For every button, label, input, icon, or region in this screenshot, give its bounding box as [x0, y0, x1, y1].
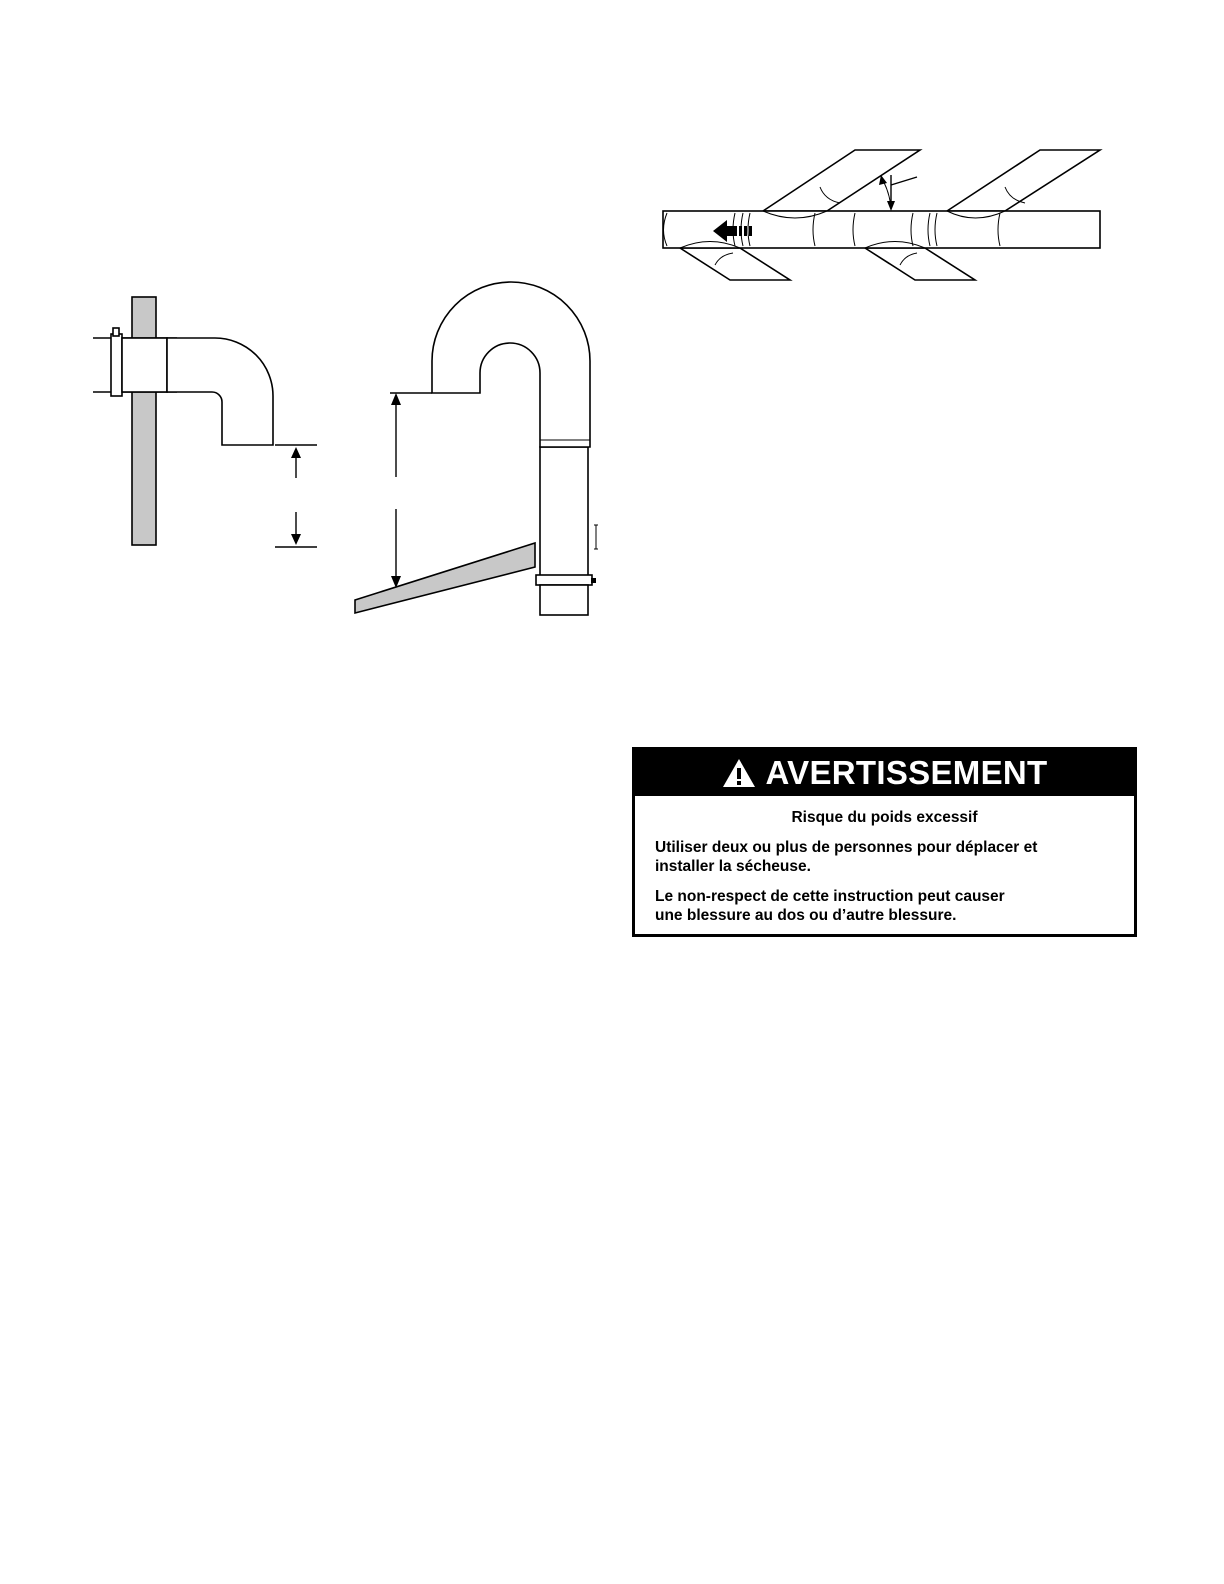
warning-paragraph-1 — [655, 838, 1115, 876]
warning-line: Le non-respect de cette instruction peut causer — [655, 888, 1005, 905]
gooseneck-bend — [432, 282, 590, 447]
clamp-collar — [536, 575, 592, 585]
roof-gooseneck-vent-diagram — [350, 295, 610, 615]
clamp-collar — [111, 334, 122, 396]
elbow — [167, 338, 273, 445]
warning-paragraph-2 — [655, 887, 1115, 925]
roof — [355, 543, 535, 613]
warning-box — [632, 747, 1137, 937]
duct-branch-junction-diagram — [655, 145, 1115, 290]
warning-header — [635, 750, 1134, 796]
warning-line: Utiliser deux ou plus de personnes pour déplacer et — [655, 839, 1038, 856]
warning-title: AVERTISSEMENT — [765, 754, 1048, 791]
warning-subtitle: Risque du poids excessif — [791, 809, 978, 826]
wall — [132, 297, 156, 545]
warning-line: installer la sécheuse. — [655, 858, 811, 875]
warning-triangle-icon — [722, 758, 756, 788]
warning-line: une blessure au dos ou d’autre blessure. — [655, 907, 957, 924]
wall-vent-elbow-diagram — [85, 290, 335, 560]
